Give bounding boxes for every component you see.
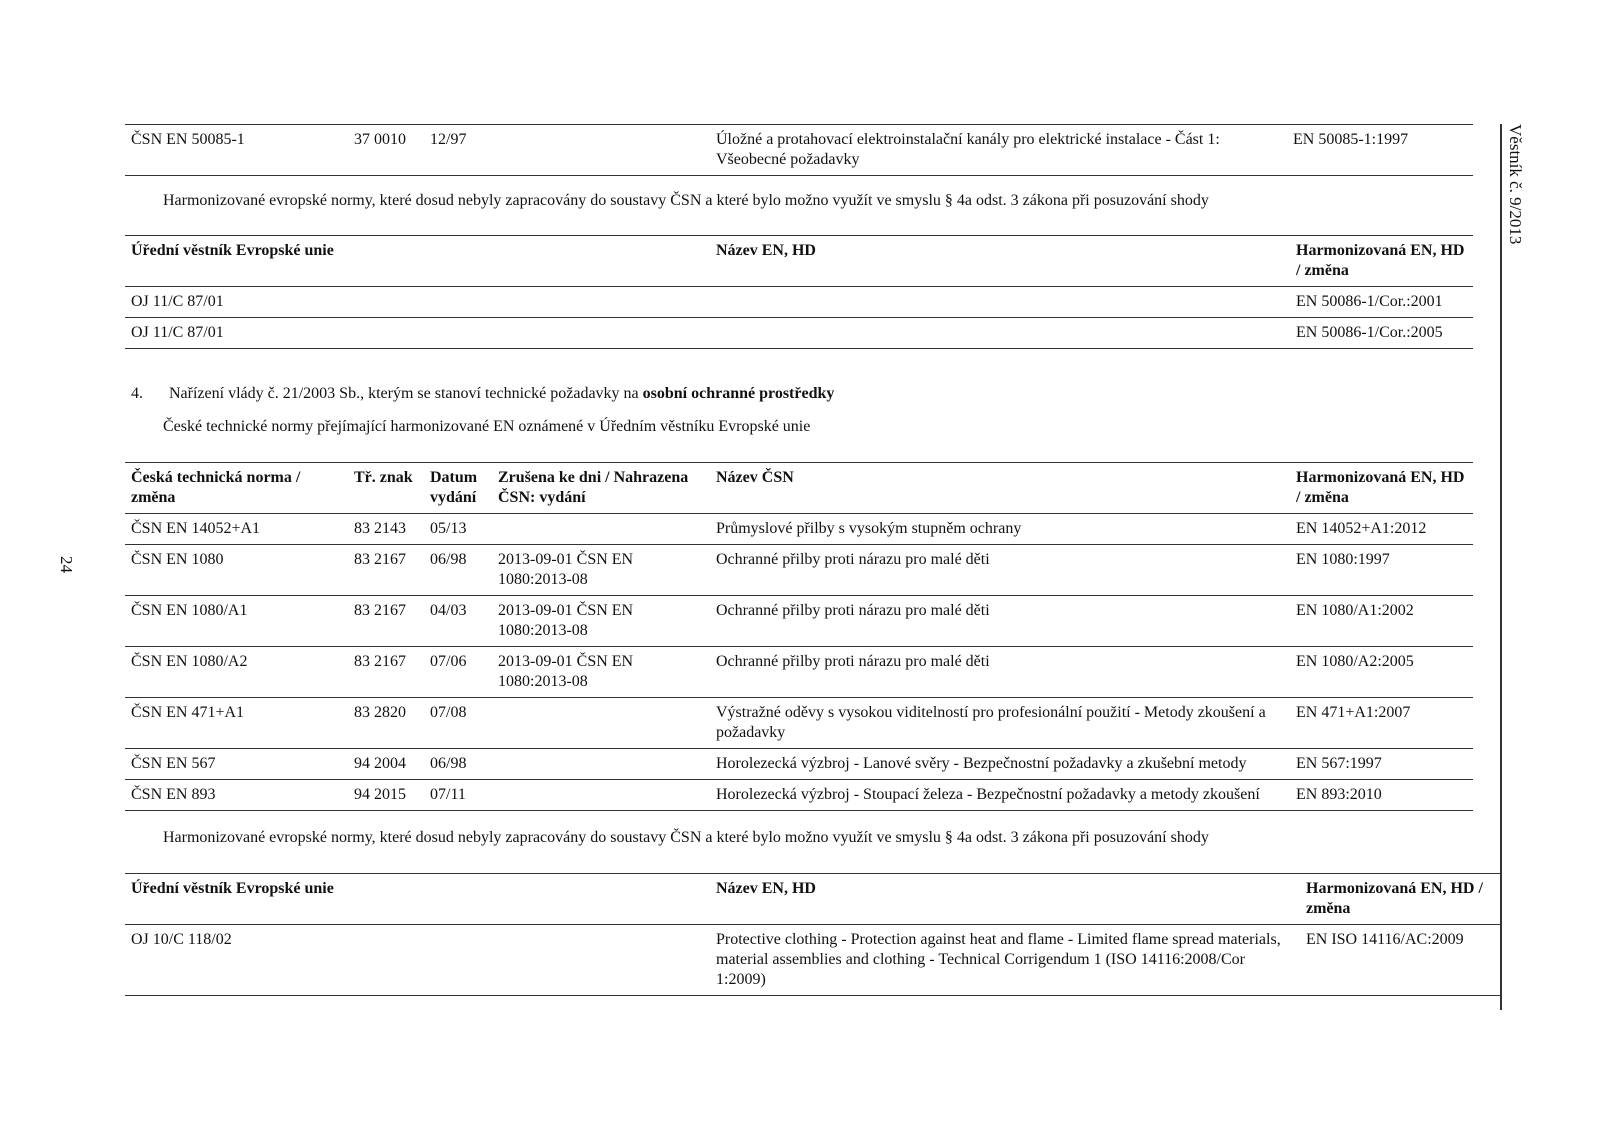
table-cell: Ochranné přilby proti nárazu pro malé děti: [716, 653, 990, 670]
table-cell: EN 50086-1/Cor.:2005: [1296, 324, 1443, 341]
section4-title: Nařízení vlády č. 21/2003 Sb., kterým se stanoví technické požadavky na: [169, 385, 643, 402]
column-header: Datum vydání: [430, 469, 478, 506]
table-cell: 83 2143: [354, 520, 406, 537]
table-row: [125, 925, 1500, 996]
margin-rule: [1500, 124, 1502, 1010]
harmonized-note-2: Harmonizované evropské normy, které dosud nebyly zapracovány do soustavy ČSN a které bylo možno využít ve smyslu § 4a odst. 3 zákona při posuzování shody: [163, 829, 1209, 846]
table-cell: [710, 287, 1290, 318]
page-number: 24: [57, 556, 76, 573]
oj-table-2: [125, 873, 1500, 996]
table-cell: [492, 749, 710, 780]
table-cell: 2013-09-01 ČSN EN 1080:2013-08: [498, 551, 634, 588]
table-cell: 06/98: [430, 755, 467, 772]
table-cell: ČSN EN 1080: [131, 551, 224, 568]
table-cell: 04/03: [430, 602, 467, 619]
table-row: [125, 287, 1473, 318]
table-cell: EN 1080:1997: [1296, 551, 1390, 568]
column-header: Úřední věstník Evropské unie: [131, 242, 334, 259]
table-cell: [492, 514, 710, 545]
column-header: Harmonizovaná EN, HD / změna: [1296, 242, 1465, 279]
table-cell: Horolezecká výzbroj - Lanové svěry - Bezpečnostní požadavky a zkušební metody: [716, 755, 1247, 772]
table-row: [125, 780, 1473, 811]
table-cell: 07/06: [430, 653, 467, 670]
table-cell: 83 2167: [354, 551, 406, 568]
section4-title-bold: osobní ochranné prostředky: [642, 385, 835, 402]
table-cell: Ochranné přilby proti nárazu pro malé děti: [716, 602, 990, 619]
table-cell: EN 50085-1:1997: [1293, 131, 1409, 148]
table-cell: Protective clothing - Protection against heat and flame - Limited flame spread materials, material assemblies and clothing - Technical Corrigendum 1 (ISO 14116:2008/Cor 1:2009): [716, 931, 1281, 988]
table-cell: 07/08: [430, 704, 467, 721]
table-cell: 12/97: [430, 131, 467, 148]
table-cell: EN ISO 14116/AC:2009: [1306, 931, 1464, 948]
table-cell: 83 2820: [354, 704, 406, 721]
table-cell: EN 567:1997: [1296, 755, 1382, 772]
table-row: [125, 318, 1473, 349]
table-cell: EN 50086-1/Cor.:2001: [1296, 293, 1443, 310]
column-header: Název EN, HD: [716, 880, 816, 897]
harmonized-note-1: Harmonizované evropské normy, které dosud nebyly zapracovány do soustavy ČSN a které bylo možno využít ve smyslu § 4a odst. 3 zákona při posuzování shody: [163, 192, 1209, 209]
table-row: [125, 698, 1473, 749]
table-cell: 06/98: [430, 551, 467, 568]
table-cell: 2013-09-01 ČSN EN 1080:2013-08: [498, 653, 634, 690]
table-row: [125, 125, 1473, 176]
table-cell: OJ 11/C 87/01: [131, 293, 224, 310]
table-cell: EN 1080/A2:2005: [1296, 653, 1414, 670]
table-cell: [492, 780, 710, 811]
table-cell: 2013-09-01 ČSN EN 1080:2013-08: [498, 602, 634, 639]
table-cell: OJ 10/C 118/02: [131, 931, 232, 948]
section3-tail-table: [125, 124, 1473, 176]
table-cell: EN 893:2010: [1296, 786, 1382, 803]
running-header: Věstník č. 9/2013: [1506, 124, 1525, 245]
header-row: [125, 463, 1473, 514]
column-header: Název ČSN: [716, 469, 794, 486]
section4-heading: [131, 384, 834, 404]
column-header: Česká technická norma / změna: [131, 469, 301, 506]
table-cell: ČSN EN 1080/A2: [131, 653, 248, 670]
table-cell: ČSN EN 1080/A1: [131, 602, 248, 619]
table-cell: [710, 318, 1290, 349]
table-cell: ČSN EN 14052+A1: [131, 520, 261, 537]
table-cell: 37 0010: [354, 131, 406, 148]
table-row: [125, 545, 1473, 596]
header-row: [125, 874, 1500, 925]
column-header: Zrušena ke dni / Nahrazena ČSN: vydání: [498, 469, 689, 506]
table-cell: [492, 125, 710, 176]
table-cell: 05/13: [430, 520, 467, 537]
table-cell: Průmyslové přilby s vysokým stupněm ochrany: [716, 520, 1022, 537]
header-row: [125, 236, 1473, 287]
section4-number: 4.: [131, 385, 143, 402]
table-cell: EN 471+A1:2007: [1296, 704, 1411, 721]
table-cell: ČSN EN 471+A1: [131, 704, 245, 721]
table-cell: 94 2004: [354, 755, 406, 772]
table-cell: ČSN EN 893: [131, 786, 216, 803]
table-cell: Výstražné oděvy s vysokou viditelností pro profesionální použití - Metody zkoušení a požadavky: [716, 704, 1266, 741]
table-cell: [492, 698, 710, 749]
csn-table: [125, 462, 1473, 811]
column-header: Tř. znak: [354, 469, 413, 486]
table-cell: 94 2015: [354, 786, 406, 803]
table-cell: Ochranné přilby proti nárazu pro malé děti: [716, 551, 990, 568]
table-cell: 83 2167: [354, 653, 406, 670]
table-cell: 83 2167: [354, 602, 406, 619]
column-header: Úřední věstník Evropské unie: [131, 880, 334, 897]
table-cell: EN 1080/A1:2002: [1296, 602, 1414, 619]
column-header: Název EN, HD: [716, 242, 816, 259]
table-cell: Horolezecká výzbroj - Stoupací železa - Bezpečnostní požadavky a metody zkoušení: [716, 786, 1260, 803]
section4-subtitle: České technické normy přejímající harmonizované EN oznámené v Úředním věstníku Evropské unie: [163, 418, 811, 435]
table-row: [125, 647, 1473, 698]
table-cell: OJ 11/C 87/01: [131, 324, 224, 341]
oj-table-1: [125, 235, 1473, 349]
column-header: Harmonizovaná EN, HD / změna: [1296, 469, 1465, 506]
table-cell: ČSN EN 50085-1: [131, 131, 245, 148]
table-cell: Úložné a protahovací elektroinstalační kanály pro elektrické instalace - Část 1: Všeobecné požadavky: [716, 131, 1220, 168]
table-cell: EN 14052+A1:2012: [1296, 520, 1427, 537]
table-cell: ČSN EN 567: [131, 755, 216, 772]
table-row: [125, 749, 1473, 780]
column-header: Harmonizovaná EN, HD / změna: [1306, 880, 1483, 917]
table-cell: 07/11: [430, 786, 466, 803]
table-row: [125, 514, 1473, 545]
table-row: [125, 596, 1473, 647]
